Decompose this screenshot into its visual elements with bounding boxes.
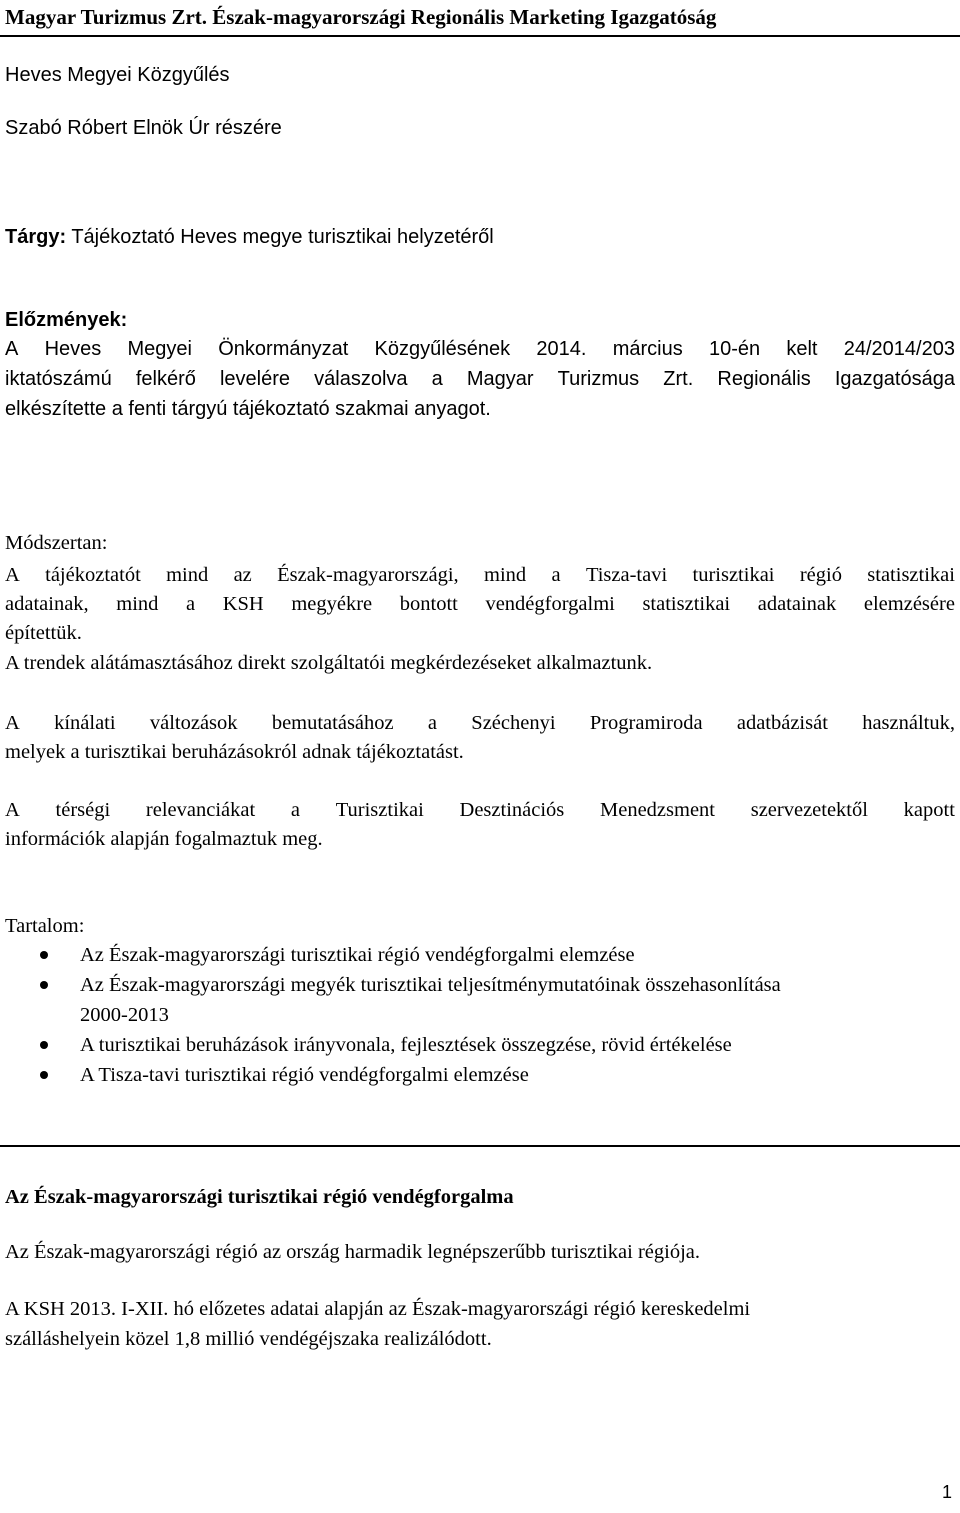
word: relevanciákat — [145, 799, 256, 821]
bullet-icon — [40, 981, 48, 989]
word: Észak-magyarországi, — [277, 564, 459, 586]
antecedents-heading: Előzmények: — [5, 309, 128, 331]
contents-item — [0, 1030, 960, 1060]
word: bemutatásához — [271, 712, 394, 734]
contents-item — [0, 940, 960, 970]
word: régió — [799, 564, 842, 586]
word: mind — [166, 564, 209, 586]
word: A — [5, 338, 19, 360]
methodology-paragraph-1 — [5, 561, 955, 648]
methodology-p1-line-2 — [5, 590, 955, 619]
methodology-p1-line-1 — [5, 561, 955, 590]
word: Közgyűlésének — [374, 338, 511, 360]
word: a — [551, 564, 561, 586]
word: Heves — [44, 338, 102, 360]
word: levelére — [219, 368, 291, 390]
word: Zrt. — [663, 368, 694, 390]
contents-item — [0, 970, 960, 1030]
subject-text: Tájékoztató Heves megye turisztikai helyzetéről — [66, 226, 494, 248]
header-rule — [0, 35, 960, 37]
recipient-line-2: Szabó Róbert Elnök Úr részére — [5, 117, 282, 139]
word: a — [427, 712, 438, 734]
methodology-paragraph-3 — [5, 709, 955, 767]
methodology-paragraph-4 — [5, 796, 955, 854]
methodology-p1-line-3: építettük. — [5, 622, 82, 644]
section-divider — [0, 1145, 960, 1147]
contents-item-text: Az Észak-magyarországi turisztikai régió vendégforgalmi elemzése — [80, 944, 635, 966]
word: Megyei — [127, 338, 192, 360]
word: használtuk, — [862, 712, 955, 734]
word: Tisza-tavi — [585, 564, 668, 586]
word: iktatószámú — [5, 368, 112, 390]
word: statisztikai — [642, 593, 731, 615]
word: kapott — [903, 799, 955, 821]
section-paragraph-1: Az Észak-magyarországi régió az ország harmadik legnépszerűbb turisztikai régiója. — [5, 1241, 700, 1263]
antecedents-line-2 — [5, 364, 955, 394]
section-heading: Az Észak-magyarországi turisztikai régió vendégforgalma — [5, 1186, 514, 1208]
section-paragraph-2-line-1: A KSH 2013. I-XII. hó előzetes adatai alapján az Észak-magyarországi régió kereskedelmi — [5, 1298, 751, 1320]
word: elemzésére — [863, 593, 955, 615]
word: adatainak — [757, 593, 837, 615]
word: Igazgatósága — [834, 368, 955, 390]
word: Széchenyi — [471, 712, 556, 734]
word: mind — [484, 564, 527, 586]
word: március — [612, 338, 683, 360]
word: szervezetektől — [750, 799, 868, 821]
word: vendégforgalmi — [485, 593, 615, 615]
word: térségi — [55, 799, 111, 821]
word: Menedzsment — [600, 799, 715, 821]
antecedents-line-1 — [5, 334, 955, 364]
contents-item-text: A Tisza-tavi turisztikai régió vendégforgalmi elemzése — [80, 1064, 529, 1086]
methodology-heading: Módszertan: — [5, 532, 108, 554]
antecedents-line-3: elkészítette a fenti tárgyú tájékoztató szakmai anyagot. — [5, 398, 491, 420]
methodology-p3-line-2: melyek a turisztikai beruházásokról adnak tájékoztatást. — [5, 741, 464, 763]
methodology-paragraph-2: A trendek alátámasztásához direkt szolgáltatói megkérdezéseket alkalmaztunk. — [5, 652, 653, 674]
contents-item-text-continued: 2000-2013 — [80, 1004, 169, 1026]
section-paragraph-2-line-2: szálláshelyein közel 1,8 millió vendégéjszaka realizálódott. — [5, 1328, 492, 1350]
word: A — [5, 799, 20, 821]
word: Turizmus — [557, 368, 640, 390]
word: tájékoztatót — [45, 564, 141, 586]
word: 2014. — [536, 338, 587, 360]
word: turisztikai — [692, 564, 775, 586]
word: felkérő — [135, 368, 196, 390]
antecedents-paragraph — [5, 334, 955, 424]
word: Desztinációs — [459, 799, 565, 821]
bullet-icon — [40, 951, 48, 959]
bullet-icon — [40, 1041, 48, 1049]
contents-heading: Tartalom: — [5, 915, 85, 937]
word: adatbázisát — [736, 712, 828, 734]
page-number: 1 — [941, 1482, 952, 1502]
word: Önkormányzat — [218, 338, 349, 360]
word: adatainak, — [5, 593, 89, 615]
contents-list — [0, 940, 960, 1090]
word: statisztikai — [867, 564, 955, 586]
word: a — [431, 368, 443, 390]
word: változások — [149, 712, 238, 734]
bullet-icon — [40, 1071, 48, 1079]
word: megyékre — [291, 593, 373, 615]
word: kelt — [786, 338, 818, 360]
word: Magyar — [466, 368, 534, 390]
subject-line — [5, 222, 494, 252]
word: mind — [116, 593, 159, 615]
word: A — [5, 564, 20, 586]
word: 10-én — [708, 338, 761, 360]
word: Programiroda — [589, 712, 703, 734]
subject-label: Tárgy: — [5, 226, 67, 248]
word: a — [186, 593, 196, 615]
word: kínálati — [54, 712, 116, 734]
methodology-p4-line-1 — [5, 796, 955, 825]
word: 24/2014/203 — [843, 338, 955, 360]
word: bontott — [399, 593, 458, 615]
recipient-line-1: Heves Megyei Közgyűlés — [5, 64, 230, 86]
word: az — [233, 564, 252, 586]
word: Regionális — [717, 368, 811, 390]
word: A — [5, 712, 20, 734]
word: válaszolva — [314, 368, 408, 390]
contents-item — [0, 1060, 960, 1090]
contents-item-text: A turisztikai beruházások irányvonala, fejlesztések összegzése, rövid értékelése — [80, 1034, 732, 1056]
word: a — [290, 799, 300, 821]
methodology-p4-line-2: információk alapján fogalmaztuk meg. — [5, 828, 323, 850]
contents-item-text: Az Észak-magyarországi megyék turisztikai teljesítménymutatóinak összehasonlítása — [80, 974, 781, 996]
word: KSH — [222, 593, 264, 615]
header-title: Magyar Turizmus Zrt. Észak-magyarországi Regionális Marketing Igazgatóság — [5, 5, 717, 29]
word: Turisztikai — [335, 799, 424, 821]
methodology-p3-line-1 — [5, 709, 955, 738]
